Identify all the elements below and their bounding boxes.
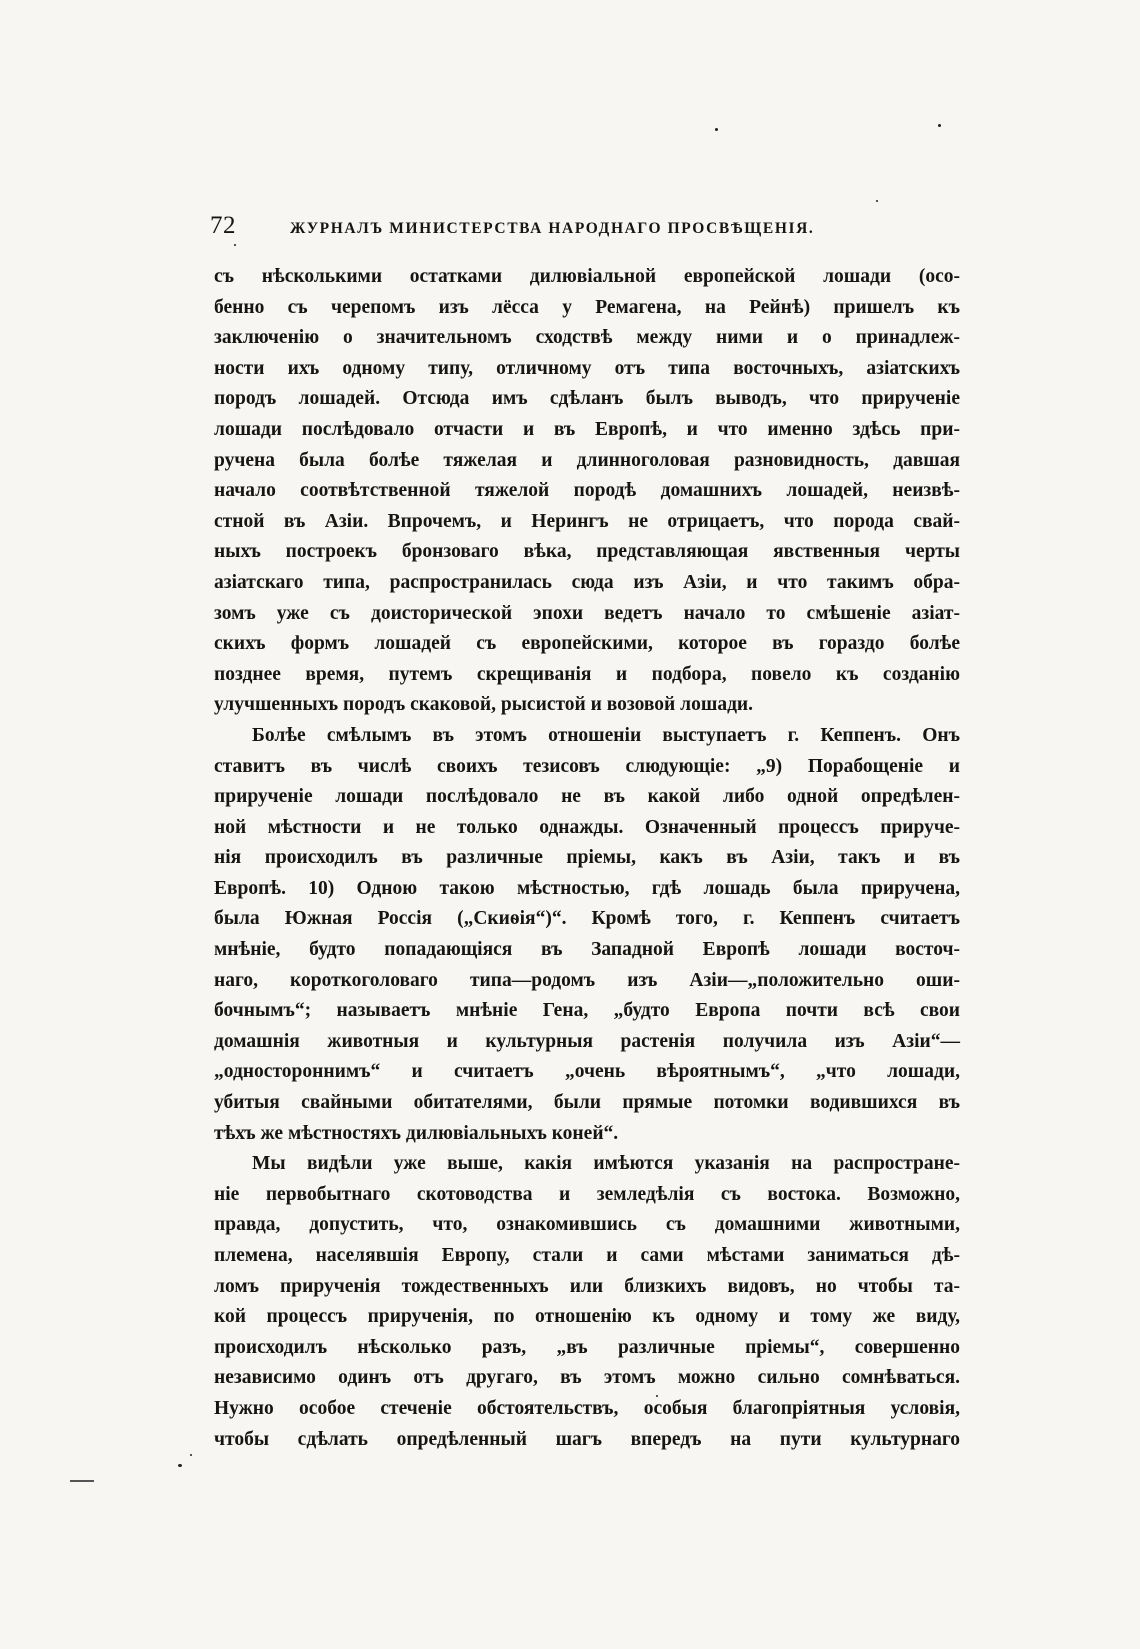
paragraph-end-line: улучшенныхъ породъ скаковой, рысистой и возовой лошади. — [214, 694, 754, 716]
text-line: мнѣніе, будто попадающіяся въ Западной Европѣ лошади восточ- — [214, 939, 960, 961]
text-line: породъ лошадей. Отсюда имъ сдѣланъ былъ выводъ, что прирученіе — [214, 388, 960, 410]
scan-mark — [70, 1480, 94, 1482]
scan-speck — [190, 1454, 192, 1456]
text-line: лошади послѣдовало отчасти и въ Европѣ, и что именно здѣсь при- — [214, 418, 960, 440]
text-line: съ нѣсколькими остатками дилювіальной европейской лошади (осо- — [214, 266, 960, 287]
scan-speck — [938, 124, 941, 127]
text-line: ности ихъ одному типу, отличному отъ типа восточныхъ, азіатскихъ — [214, 357, 960, 379]
text-line: убитыя свайными обитателями, были прямые потомки водившихся въ — [214, 1092, 960, 1114]
text-line: правда, допустить, что, ознакомившись съ домашними животными, — [214, 1214, 960, 1236]
text-line: ручена была болѣе тяжелая и длинноголовая разновидность, давшая — [214, 449, 960, 471]
scan-speck — [876, 200, 878, 202]
text-line: племена, населявшія Европу, стали и сами мѣстами заниматься дѣ- — [214, 1245, 960, 1266]
text-line: „одностороннимъ“ и считаетъ „очень вѣроятнымъ“, „что лошади, — [214, 1061, 960, 1083]
text-line: скихъ формъ лошадей съ европейскими, которое въ гораздо болѣе — [214, 633, 960, 655]
text-line: нія происходилъ въ различные пріемы, какъ въ Азіи, такъ и въ — [214, 847, 960, 869]
text-line: бочнымъ“; называетъ мнѣніе Гена, „будто Европа почти всѣ свои — [214, 1000, 960, 1022]
text-line: ставитъ въ числѣ своихъ тезисовъ слюдующіе: „9) Порабощеніе и — [214, 755, 960, 777]
text-line: домашнія животныя и культурныя растенія получила изъ Азіи“— — [214, 1030, 960, 1052]
text-line: бенно съ черепомъ изъ лёсса у Ремагена, на Рейнѣ) пришелъ къ — [214, 296, 960, 318]
scan-speck — [178, 1464, 182, 1467]
text-line: наго, короткоголоваго типа—родомъ изъ Азіи—„положительно оши- — [214, 969, 960, 991]
text-line: начало соотвѣтственной тяжелой породѣ домашнихъ лошадей, неизвѣ- — [214, 480, 960, 502]
text-line: ныхъ построекъ бронзоваго вѣка, представляющая явственныя черты — [214, 541, 960, 563]
text-line: независимо одинъ отъ другаго, въ этомъ можно сильно сомнѣваться. — [214, 1367, 960, 1389]
scan-speck — [656, 1395, 658, 1397]
text-line: была Южная Россія („Скиѳія“)“. Кромѣ того, г. Кеппенъ считаетъ — [214, 908, 960, 930]
text-line: позднее время, путемъ скрещиванія и подбора, повело къ созданію — [214, 663, 960, 685]
paragraph-start-line: Болѣе смѣлымъ въ этомъ отношеніи выступаетъ г. Кеппенъ. Онъ — [252, 724, 960, 746]
body-text — [214, 262, 960, 1455]
scan-speck — [234, 244, 236, 246]
text-line: азіатскаго типа, распространилась сюда изъ Азіи, и что такимъ обра- — [214, 571, 960, 593]
paragraph-end-line: тѣхъ же мѣстностяхъ дилювіальныхъ коней“. — [214, 1122, 619, 1144]
paragraph-start-line: Мы видѣли уже выше, какія имѣются указанія на распростране- — [252, 1153, 960, 1175]
text-line: чтобы сдѣлать опредѣленный шагъ впередъ на пути культурнаго — [214, 1428, 960, 1450]
text-line: зомъ уже съ доисторической эпохи ведетъ начало то смѣшеніе азіат- — [214, 602, 960, 624]
text-line: кой процессъ прирученія, по отношенію къ одному и тому же виду, — [214, 1306, 960, 1328]
scan-speck — [715, 128, 718, 131]
text-line: Нужно особое стеченіе обстоятельствъ, особыя благопріятныя условія, — [214, 1397, 960, 1419]
text-line: ломъ прирученія тождественныхъ или близкихъ видовъ, но чтобы та- — [214, 1275, 960, 1297]
text-line: ной мѣстности и не только однажды. Означенный процессъ прируче- — [214, 816, 960, 838]
page-number: 72 — [210, 212, 236, 239]
text-line: прирученіе лошади послѣдовало не въ какой либо одной опредѣлен- — [214, 786, 960, 808]
text-line: заключенію о значительномъ сходствѣ между ними и о принадлеж- — [214, 327, 960, 349]
running-head: ЖУРНАЛЪ МИНИСТЕРСТВА НАРОДНАГО ПРОСВѢЩЕНІЯ. — [290, 220, 815, 237]
text-line: Европѣ. 10) Одною такою мѣстностью, гдѣ лошадь была приручена, — [214, 877, 960, 899]
text-line: стной въ Азіи. Впрочемъ, и Нерингъ не отрицаетъ, что порода свай- — [214, 510, 960, 532]
text-line: ніе первобытнаго скотоводства и земледѣлія съ востока. Возможно, — [214, 1183, 960, 1205]
text-line: происходилъ нѣсколько разъ, „въ различные пріемы“, совершенно — [214, 1336, 960, 1358]
page-header — [210, 212, 950, 244]
